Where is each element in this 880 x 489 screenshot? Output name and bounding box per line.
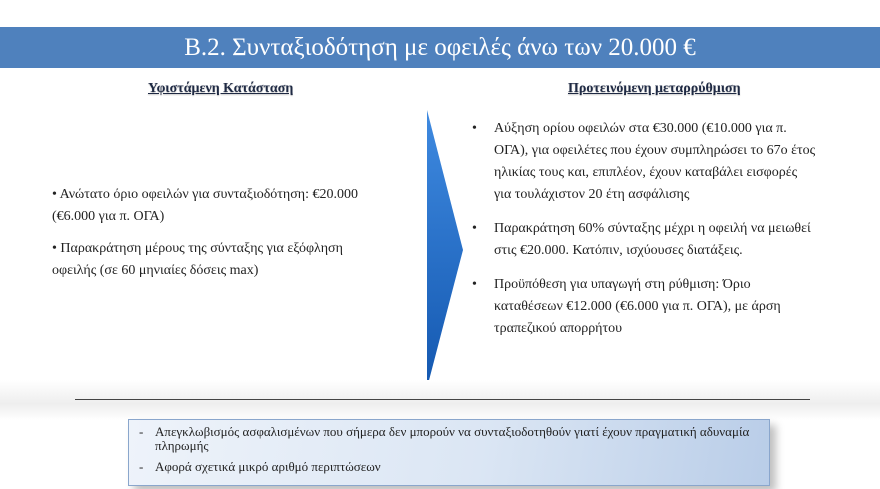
list-item: • Ανώτατο όριο οφειλών για συνταξιοδότηση: €20.000 (€6.000 για π. ΟΓΑ) [52, 187, 359, 224]
list-item: • Προϋπόθεση για υπαγωγή στη ρύθμιση: Όριο καταθέσεων €12.000 (€6.000 για π. ΟΓΑ), με άρση τραπεζικού απορρήτου [472, 277, 781, 336]
summary-item: - Απεγκλωβισμός ασφαλισμένων που σήμερα δεν μπορούν να συνταξιοδοτηθούν γιατί έχουν πραγματική αδυναμία πληρωμής [139, 424, 750, 453]
proposed-reform-list [472, 118, 817, 352]
current-situation-heading: Υφιστάμενη Κατάσταση [148, 81, 294, 96]
summary-item: - Αφορά σχετικά μικρό αριθμό περιπτώσεων [139, 459, 381, 474]
summary-box [128, 419, 770, 486]
slide-title: Β.2. Συνταξιοδότηση με οφειλές άνω των 20.000 € [0, 27, 880, 68]
arrow-right-icon [427, 110, 467, 390]
divider [75, 399, 810, 400]
list-item: • Παρακράτηση μέρους της σύνταξης για εξόφληση οφειλής (σε 60 μηνιαίες δόσεις max) [52, 241, 343, 278]
shadow-band [0, 380, 880, 420]
list-item: • Αύξηση ορίου οφειλών στα €30.000 (€10.000 για π. ΟΓΑ), για οφειλέτες που έχουν συμπληρώσει το 67ο έτος ηλικίας τους και, επιπλέον, έχουν καταβάλει εισφορές για τουλάχιστον 20 έτη ασφάλισης [472, 121, 816, 202]
proposed-reform-heading: Προτεινόμενη μεταρρύθμιση [568, 81, 741, 96]
current-situation-list [52, 184, 382, 292]
list-item: • Παρακράτηση 60% σύνταξης μέχρι η οφειλή να μειωθεί στις €20.000. Κατόπιν, ισχύουσες διατάξεις. [472, 221, 811, 258]
